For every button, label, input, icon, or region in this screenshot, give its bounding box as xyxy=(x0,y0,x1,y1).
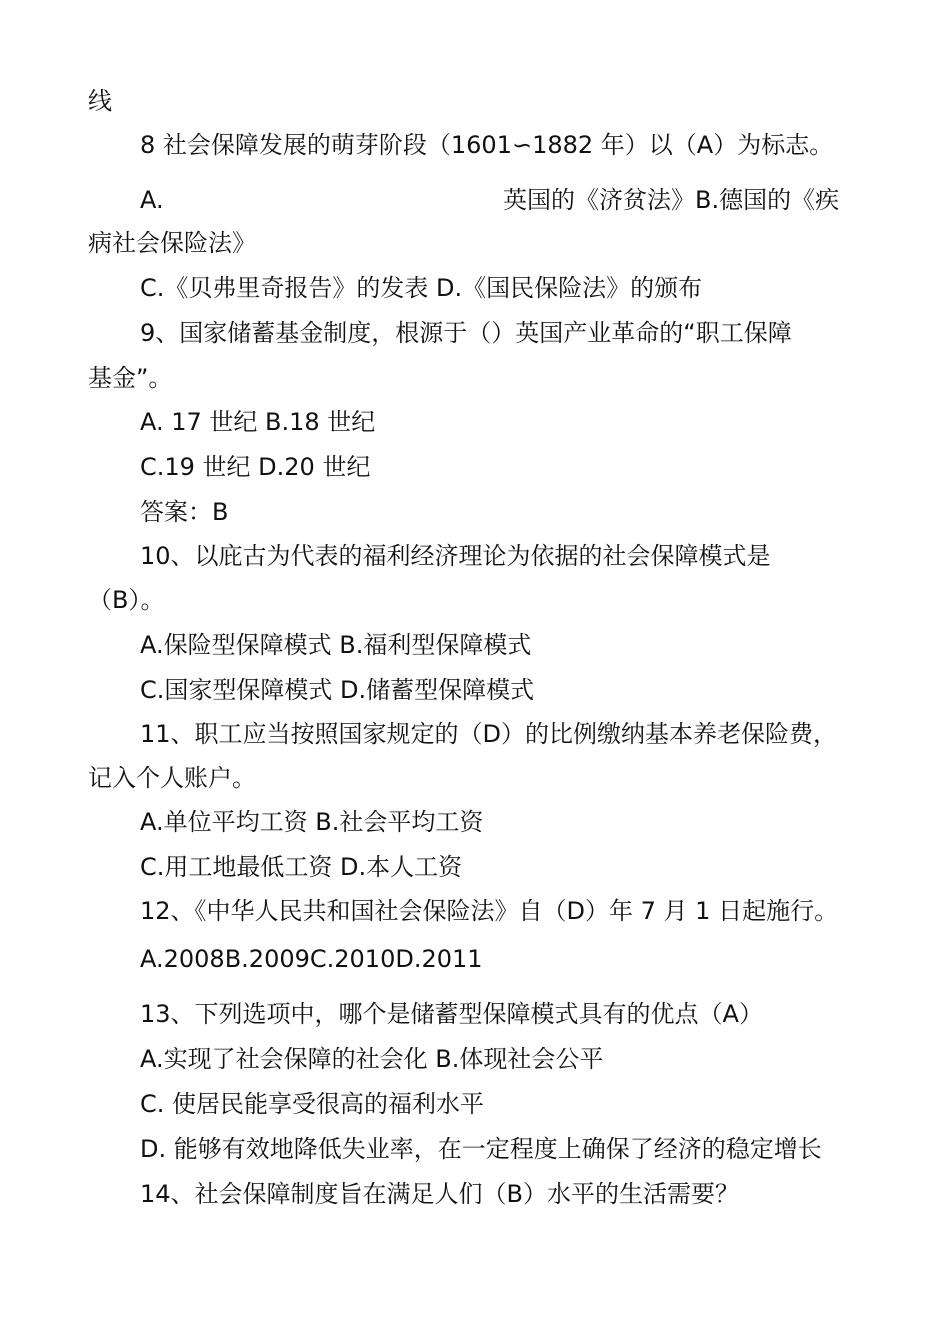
question-13-options-ab: A.实现了社会保障的社会化 B.体现社会公平 xyxy=(140,1045,604,1073)
question-8-options: 英国的《济贫法》B.德国的《疾 xyxy=(503,186,840,214)
question-9-continued: 基金”。 xyxy=(88,364,173,392)
question-8: 8 社会保障发展的萌芽阶段（1601∽1882 年）以（A）为标志。 xyxy=(140,131,834,159)
question-13-option-c: C. 使居民能享受很高的福利水平 xyxy=(140,1090,485,1118)
question-9-options-cd: C.19 世纪 D.20 世纪 xyxy=(140,453,371,481)
question-10-options-cd: C.国家型保障模式 D.储蓄型保障模式 xyxy=(140,676,535,704)
question-10-continued: （B）。 xyxy=(88,586,165,614)
question-14: 14、社会保障制度旨在满足人们（B）水平的生活需要？ xyxy=(140,1180,740,1208)
question-8-option-a-label: A. xyxy=(140,186,164,214)
question-9: 9、国家储蓄基金制度，根源于（）英国产业革命的“职工保障 xyxy=(140,319,792,347)
question-10-options-ab: A.保险型保障模式 B.福利型保障模式 xyxy=(140,631,532,659)
question-12-options: A.2008B.2009C.2010D.2011 xyxy=(140,945,483,973)
question-11-continued: 记入个人账户。 xyxy=(88,764,256,792)
question-9-answer: 答案：B xyxy=(140,498,229,526)
question-8-options-cd: C.《贝弗里奇报告》的发表 D.《国民保险法》的颁布 xyxy=(140,274,703,302)
question-12: 12、《中华人民共和国社会保险法》自（D）年 7 月 1 日起施行。 xyxy=(140,897,839,925)
question-13: 13、下列选项中，哪个是储蓄型保障模式具有的优点（A） xyxy=(140,1000,763,1028)
question-10: 10、以庇古为代表的福利经济理论为依据的社会保障模式是 xyxy=(140,542,771,570)
question-11-options-ab: A.单位平均工资 B.社会平均工资 xyxy=(140,808,484,836)
question-13-option-d: D. 能够有效地降低失业率，在一定程度上确保了经济的稳定增长 xyxy=(140,1135,822,1163)
question-8-options-continued: 病社会保险法》 xyxy=(88,229,256,257)
question-11-options-cd: C.用工地最低工资 D.本人工资 xyxy=(140,853,463,881)
question-9-options-ab: A. 17 世纪 B.18 世纪 xyxy=(140,408,376,436)
line-fragment: 线 xyxy=(88,87,112,115)
question-11: 11、职工应当按照国家规定的（D）的比例缴纳基本养老保险费， xyxy=(140,720,838,748)
